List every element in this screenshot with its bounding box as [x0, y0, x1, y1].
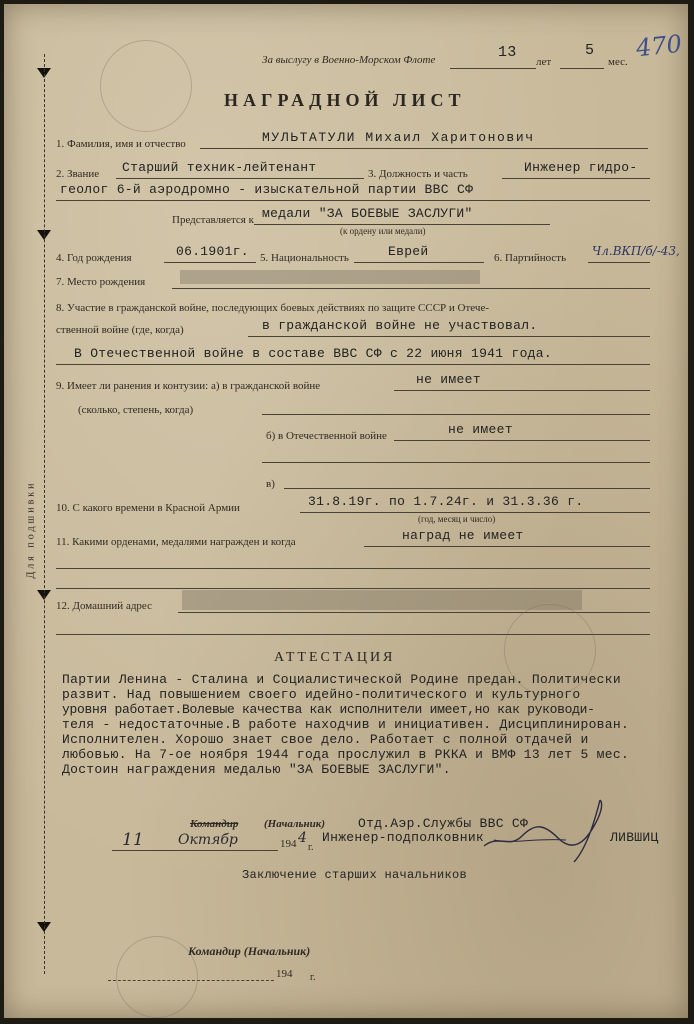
redacted-address — [182, 590, 582, 610]
months-line — [560, 68, 604, 69]
service-label: За выслугу в Военно-Морском Флоте — [262, 54, 436, 66]
field-1-line — [200, 148, 648, 149]
watermark-stamp — [504, 604, 596, 696]
field-3-line-a — [502, 178, 650, 179]
present-label: Представляется к — [172, 214, 254, 226]
months-unit: мес. — [608, 56, 628, 68]
field-10-value: 31.8.19г. по 1.7.24г. и 31.3.36 г. — [308, 494, 584, 509]
field-9b-label: б) в Отечественной войне — [266, 430, 387, 442]
field-8-value-a: в гражданской войне не участвовал. — [262, 318, 538, 333]
field-9c-line — [284, 488, 650, 489]
award-sheet — [4, 4, 688, 1018]
attestation-line-3: уровня работает.Волевые качества как исполнители имеет,но как руководи- — [62, 702, 595, 717]
binding-margin-text: Для подшивки — [25, 480, 37, 579]
attestation-line-1: Партии Ленина - Сталина и Социалистической Родине предан. Политически — [62, 672, 621, 687]
field-9c-label: в) — [266, 478, 275, 490]
field-5-label: 5. Национальность — [260, 252, 349, 264]
conclusion-label: Заключение старших начальников — [242, 868, 468, 882]
field-4-value: 06.1901г. — [176, 244, 249, 259]
field-5-value: Еврей — [388, 244, 429, 259]
footer-year-prefix: 194 — [276, 968, 293, 980]
commander-label: Командир — [190, 818, 239, 830]
date-year-suffix: г. — [308, 842, 314, 853]
field-6-value: Чл.ВКП/б/-43, — [592, 244, 680, 258]
attestation-line-7: Достоин награждения медалью "ЗА БОЕВЫЕ ЗАСЛУГИ". — [62, 762, 451, 777]
field-9a-line-2 — [262, 414, 650, 415]
field-9a-value: не имеет — [416, 372, 481, 387]
signature-rank: Инженер-подполковник — [322, 830, 485, 845]
field-8-label-b: ственной войне (где, когда) — [56, 324, 184, 336]
attestation-line-4: теля - недостаточные.В работе находчив и инициативен. Дисциплинирован. — [62, 717, 630, 732]
months-value: 5 — [585, 42, 595, 59]
field-1-value: МУЛЬТАТУЛИ Михаил Харитонович — [262, 130, 535, 145]
field-8-label-a: 8. Участие в гражданской войне, последующих боевых действиях по защите СССР и Отече- — [56, 302, 489, 314]
field-4-label: 4. Год рождения — [56, 252, 132, 264]
date-year-prefix: 194 — [280, 838, 297, 850]
field-9b-line — [394, 440, 650, 441]
field-11-line-3 — [56, 588, 650, 589]
field-3-value-b: геолог 6-й аэродромно - изыскательной партии ВВС СФ — [60, 182, 474, 197]
field-9-sub: (сколько, степень, когда) — [78, 404, 194, 416]
field-11-line — [364, 546, 650, 547]
field-3-label: 3. Должность и часть — [368, 168, 468, 180]
field-11-value: наград не имеет — [402, 528, 524, 543]
field-3-line-b — [56, 200, 650, 201]
signature-unit: Отд.Аэр.Службы ВВС СФ — [358, 816, 529, 831]
field-9b-line-2 — [262, 462, 650, 463]
field-10-hint: (год, месяц и число) — [418, 514, 496, 524]
attestation-line-6: любовью. На 7-ое ноября 1944 года прослужил в РККА и ВМФ 13 лет 5 мес. — [62, 747, 630, 762]
page-title: НАГРАДНОЙ ЛИСТ — [224, 90, 466, 110]
field-5-line — [354, 262, 484, 263]
field-3-value-a: Инженер гидро- — [524, 160, 638, 175]
archive-number: 470 — [634, 29, 684, 63]
field-9-label: 9. Имеет ли ранения и контузии: а) в гражданской войне — [56, 380, 321, 392]
field-9b-value: не имеет — [448, 422, 513, 437]
field-8-line-b — [56, 364, 650, 365]
binding-margin-line — [44, 54, 45, 974]
field-1-label: 1. Фамилия, имя и отчество — [56, 138, 186, 150]
field-2-line — [116, 178, 364, 179]
chief-label: (Начальник) — [264, 818, 325, 830]
present-hint: (к ордену или медали) — [340, 226, 426, 236]
field-10-line — [300, 512, 650, 513]
field-9a-line — [394, 390, 650, 391]
field-2-label: 2. Звание — [56, 168, 100, 180]
years-value: 13 — [498, 44, 517, 61]
years-line — [450, 68, 536, 69]
field-7-label: 7. Место рождения — [56, 276, 146, 288]
footer-commander: Командир (Начальник) — [188, 944, 311, 958]
field-6-line — [588, 262, 650, 263]
field-8-line-a — [248, 336, 650, 337]
redacted-birthplace — [180, 270, 480, 284]
field-12-label: 12. Домашний адрес — [56, 600, 152, 612]
present-line — [254, 224, 550, 225]
field-12-line — [178, 612, 650, 613]
watermark-stamp — [116, 936, 198, 1018]
field-10-label: 10. С какого времени в Красной Армии — [56, 502, 240, 514]
field-7-line — [172, 288, 650, 289]
years-unit: лет — [536, 56, 552, 68]
field-2-value: Старший техник-лейтенант — [122, 160, 317, 175]
signature-surname: ЛИВШИЦ — [610, 830, 659, 845]
date-day: 11 — [122, 830, 144, 850]
field-8-value-b: В Отечественной войне в составе ВВС СФ с 22 июня 1941 года. — [74, 346, 552, 361]
field-11-line-2 — [56, 568, 650, 569]
attestation-title: АТТЕСТАЦИЯ — [274, 650, 396, 665]
watermark-stamp — [100, 40, 192, 132]
field-6-label: 6. Партийность — [494, 252, 567, 264]
field-11-label: 11. Какими орденами, медалями награжден и когда — [56, 536, 296, 548]
attestation-line-2: развит. Над повышением своего идейно-политического и культурного — [62, 687, 581, 702]
date-year-digit: 4 — [298, 830, 307, 846]
date-line — [112, 850, 278, 851]
footer-year-suffix: г. — [310, 972, 316, 983]
attestation-line-5: Исполнителен. Хорошо знает свое дело. Работает с полной отдачей и — [62, 732, 589, 747]
date-month: Октябр — [178, 832, 238, 848]
present-value: медали "ЗА БОЕВЫЕ ЗАСЛУГИ" — [262, 206, 473, 221]
handwritten-signature — [474, 794, 624, 864]
field-4-line — [164, 262, 256, 263]
